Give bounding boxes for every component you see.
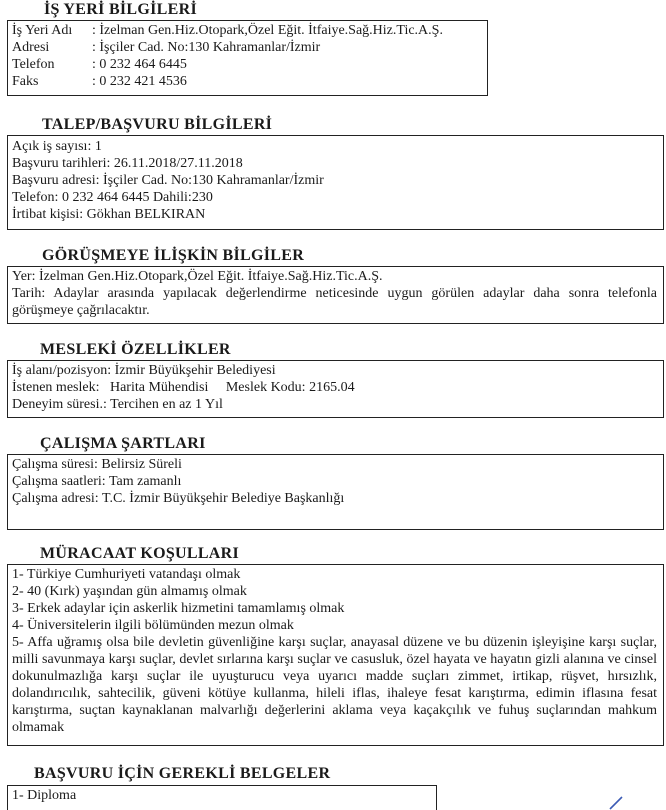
muracaat-box <box>7 564 664 746</box>
mesleki-box <box>7 360 664 418</box>
is-yeri-value-address: : İşçiler Cad. No:130 Kahramanlar/İzmir <box>92 40 321 55</box>
calisma-sure: Çalışma süresi: Belirsiz Süreli <box>12 457 182 472</box>
mesleki-meslek-row <box>12 379 659 396</box>
is-yeri-row-address <box>12 39 483 56</box>
talep-line-dates: Başvuru tarihleri: 26.11.2018/27.11.2018 <box>12 156 243 171</box>
talep-line-open-positions: Açık iş sayısı: 1 <box>12 139 102 154</box>
is-yeri-value-phone: : 0 232 464 6445 <box>92 57 187 72</box>
is-yeri-label-name: İş Yeri Adı <box>12 23 73 38</box>
muracaat-item-3: 3- Erkek adaylar için askerlik hizmetini tamamlamış olmak <box>12 601 345 616</box>
muracaat-item-5: 5- Affa uğramış olsa bile devletin güvenliğine karşı suçlar, anayasal düzene ve bu düzenin işleyişine karşı suçlar, milli savunmaya karşı suçlar, devlet sırlarına karşı suçlar ve casusluk, özel hayata ve hayatın gizli alanına ve cinsel dokunulmazlığa karşı suçlar ile uyuşturucu veya uyarıcı madde suçları zimmet, irtikap, rüşvet, hırsızlık, dolandırıcılık, sahtecilik, güveni kötüye kullanma, hileli iflas, ihaleye fesat karıştırma, edimin iflasına fesat karıştırma, suçtan kaynaklanan malvarlığı değerlerini aklama veya kaçakçılık ve fuhuş suçlarından mahkum olmamak <box>12 635 657 735</box>
gorusme-heading: GÖRÜŞMEYE İLİŞKİN BİLGİLER <box>42 247 305 264</box>
talep-box <box>7 135 664 230</box>
is-yeri-label-fax: Faks <box>12 74 39 89</box>
is-yeri-row-name <box>12 22 483 39</box>
is-yeri-value-name: : İzelman Gen.Hiz.Otopark,Özel Eğit. İtfaiye.Sağ.Hiz.Tic.A.Ş. <box>92 23 443 38</box>
calisma-heading: ÇALIŞMA ŞARTLARI <box>40 435 206 452</box>
muracaat-item-1: 1- Türkiye Cumhuriyeti vatandaşı olmak <box>12 567 241 582</box>
mesleki-heading: MESLEKİ ÖZELLİKLER <box>40 341 231 358</box>
mesleki-meslek-value: Harita Mühendisi <box>109 380 209 395</box>
pen-mark <box>608 795 628 810</box>
belgeler-box <box>7 785 437 810</box>
calisma-box <box>7 454 664 530</box>
is-yeri-heading: İŞ YERİ BİLGİLERİ <box>44 1 198 18</box>
calisma-adresi: Çalışma adresi: T.C. İzmir Büyükşehir Belediye Başkanlığı <box>12 491 345 506</box>
gorusme-yer: Yer: İzelman Gen.Hiz.Otopark,Özel Eğit. İtfaiye.Sağ.Hiz.Tic.A.Ş. <box>12 269 383 284</box>
is-yeri-box <box>7 20 488 96</box>
is-yeri-row-phone <box>12 56 483 73</box>
is-yeri-label-address: Adresi <box>12 40 50 55</box>
gorusme-tarih: Tarih: Adaylar arasında yapılacak değerlendirme neticesinde uygun görülen adaylar daha sonra telefonla görüşmeye çağrılacaktır. <box>12 286 657 318</box>
is-yeri-value-fax: : 0 232 421 4536 <box>92 74 187 89</box>
is-yeri-row-fax <box>12 73 483 90</box>
belgeler-heading: BAŞVURU İÇİN GEREKLİ BELGELER <box>34 765 331 782</box>
talep-line-contact: İrtibat kişisi: Gökhan BELKIRAN <box>12 207 206 222</box>
talep-line-address: Başvuru adresi: İşçiler Cad. No:130 Kahramanlar/İzmir <box>12 173 324 188</box>
muracaat-item-2: 2- 40 (Kırk) yaşından gün almamış olmak <box>12 584 247 599</box>
muracaat-item-4: 4- Üniversitelerin ilgili bölümünden mezun olmak <box>12 618 294 633</box>
talep-line-phone: Telefon: 0 232 464 6445 Dahili:230 <box>12 190 213 205</box>
belgeler-item-1: 1- Diploma <box>12 788 77 803</box>
is-yeri-label-phone: Telefon <box>12 57 55 72</box>
mesleki-deneyim: Deneyim süresi.: Tercihen en az 1 Yıl <box>12 397 223 412</box>
talep-heading: TALEP/BAŞVURU BİLGİLERİ <box>42 116 273 133</box>
mesleki-meslek-kodu: Meslek Kodu: 2165.04 <box>225 380 355 395</box>
muracaat-heading: MÜRACAAT KOŞULLARI <box>40 545 240 562</box>
mesleki-meslek-label: İstenen meslek: <box>12 380 100 395</box>
calisma-saatleri: Çalışma saatleri: Tam zamanlı <box>12 474 182 489</box>
mesleki-is-alani: İş alanı/pozisyon: İzmir Büyükşehir Belediyesi <box>12 363 276 378</box>
gorusme-box <box>7 266 664 324</box>
